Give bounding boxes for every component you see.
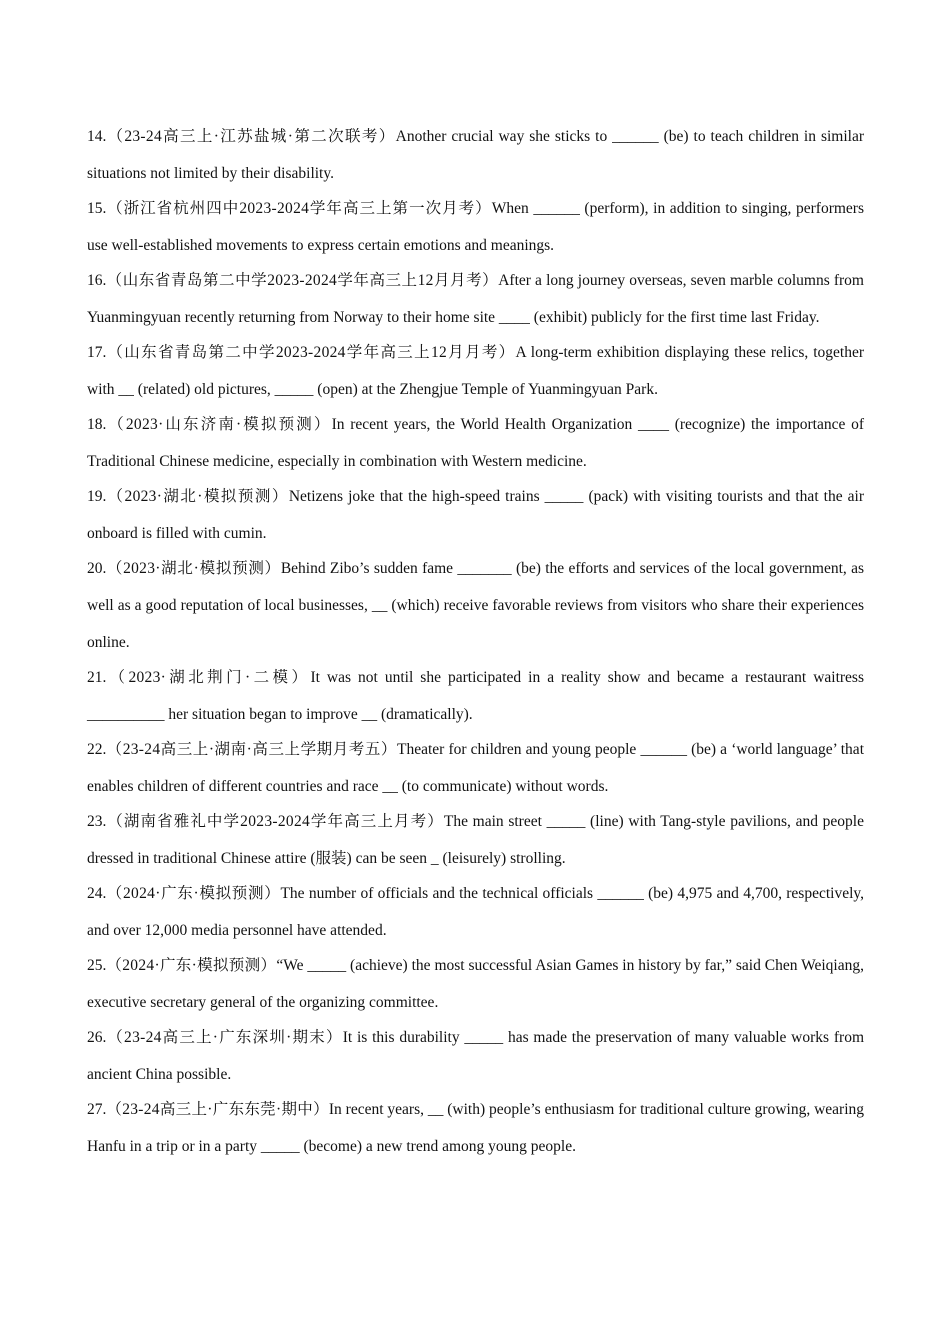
question-text: “We _____ (achieve) the most successful Asian Games in history by far,” said Chen Weiqiang, executive secretary general of the organizing committee. [87,957,864,1011]
question-text: When ______ (perform), in addition to singing, performers use well-established movements to express certain emotions and meanings. [87,200,864,254]
question-15 [87,190,864,264]
question-number: 15. [87,200,107,217]
question-22 [87,731,864,805]
question-number: 19. [87,488,107,505]
question-20 [87,550,864,661]
question-source: （23-24高三上·湖南·高三上学期月考五） [106,741,397,758]
question-source: （2023·山东济南·模拟预测） [106,416,332,433]
question-text: The main street _____ (line) with Tang-style pavilions, and people dressed in traditional Chinese attire (服装) can be seen _ (leisurely) strolling. [87,813,864,867]
question-27 [87,1091,864,1165]
question-number: 17. [87,344,107,361]
question-text: Netizens joke that the high-speed trains _____ (pack) with visiting tourists and that the air onboard is filled with cumin. [87,488,865,542]
question-source: （2024·广东·模拟预测） [106,885,281,902]
question-text: Behind Zibo’s sudden fame _______ (be) the efforts and services of the local government, as well as a good reputation of local businesses, __ (which) receive favorable reviews from visitors who share their experiences online. [87,560,864,651]
question-text: It was not until she participated in a reality show and became a restaurant waitress __________ her situation began to improve __ (dramatically). [87,669,864,723]
question-source: （2023·湖北荆门·二模） [106,669,311,686]
question-number: 26. [87,1029,107,1046]
question-source: （湖南省雅礼中学2023-2024学年高三上月考） [106,813,444,830]
question-number: 25. [87,957,107,974]
question-19 [87,478,864,552]
question-24 [87,875,864,949]
question-number: 23. [87,813,107,830]
question-number: 16. [87,272,107,289]
document-page [87,118,864,1163]
question-text: Another crucial way she sticks to ______ (be) to teach children in similar situations not limited by their disability. [87,128,864,182]
question-26 [87,1019,864,1093]
question-source: （山东省青岛第二中学2023-2024学年高三上12月月考） [106,344,516,361]
question-text: The number of officials and the technical officials ______ (be) 4,975 and 4,700, respectively, and over 12,000 media personnel have attended. [87,885,864,939]
question-25 [87,947,864,1021]
question-text: In recent years, __ (with) people’s enthusiasm for traditional culture growing, wearing Hanfu in a trip or in a party _____ (become) a new trend among young people. [87,1101,864,1155]
question-number: 21. [87,669,107,686]
question-source: （山东省青岛第二中学2023-2024学年高三上12月月考） [106,272,499,289]
question-number: 18. [87,416,107,433]
question-17 [87,334,864,408]
question-number: 22. [87,741,107,758]
question-number: 14. [87,128,107,145]
question-source: （2023·湖北·模拟预测） [106,488,289,505]
question-16 [87,262,864,336]
question-text: After a long journey overseas, seven marble columns from Yuanmingyuan recently returning from Norway to their home site ____ (exhibit) publicly for the first time last Friday. [87,272,864,326]
question-14 [87,118,864,192]
question-18 [87,406,864,480]
question-text: It is this durability _____ has made the preservation of many valuable works from ancient China possible. [87,1029,865,1083]
question-21 [87,659,864,733]
question-number: 20. [87,560,107,577]
question-text: Theater for children and young people ______ (be) a ‘world language’ that enables children of different countries and race __ (to communicate) without words. [87,741,864,795]
question-source: （23-24高三上·广东东莞·期中） [106,1101,329,1118]
question-source: （2024·广东·模拟预测） [106,957,277,974]
question-23 [87,803,864,877]
question-source: （浙江省杭州四中2023-2024学年高三上第一次月考） [106,200,492,217]
question-text: A long-term exhibition displaying these relics, together with __ (related) old pictures, _____ (open) at the Zhengjue Temple of Yuanmingyuan Park. [87,344,864,398]
question-source: （23-24高三上·江苏盐城·第二次联考） [106,128,396,145]
question-text: In recent years, the World Health Organization ____ (recognize) the importance of Traditional Chinese medicine, especially in combination with Western medicine. [87,416,865,470]
question-number: 24. [87,885,107,902]
question-source: （23-24高三上·广东深圳·期末） [106,1029,343,1046]
question-number: 27. [87,1101,107,1118]
question-source: （2023·湖北·模拟预测） [106,560,281,577]
